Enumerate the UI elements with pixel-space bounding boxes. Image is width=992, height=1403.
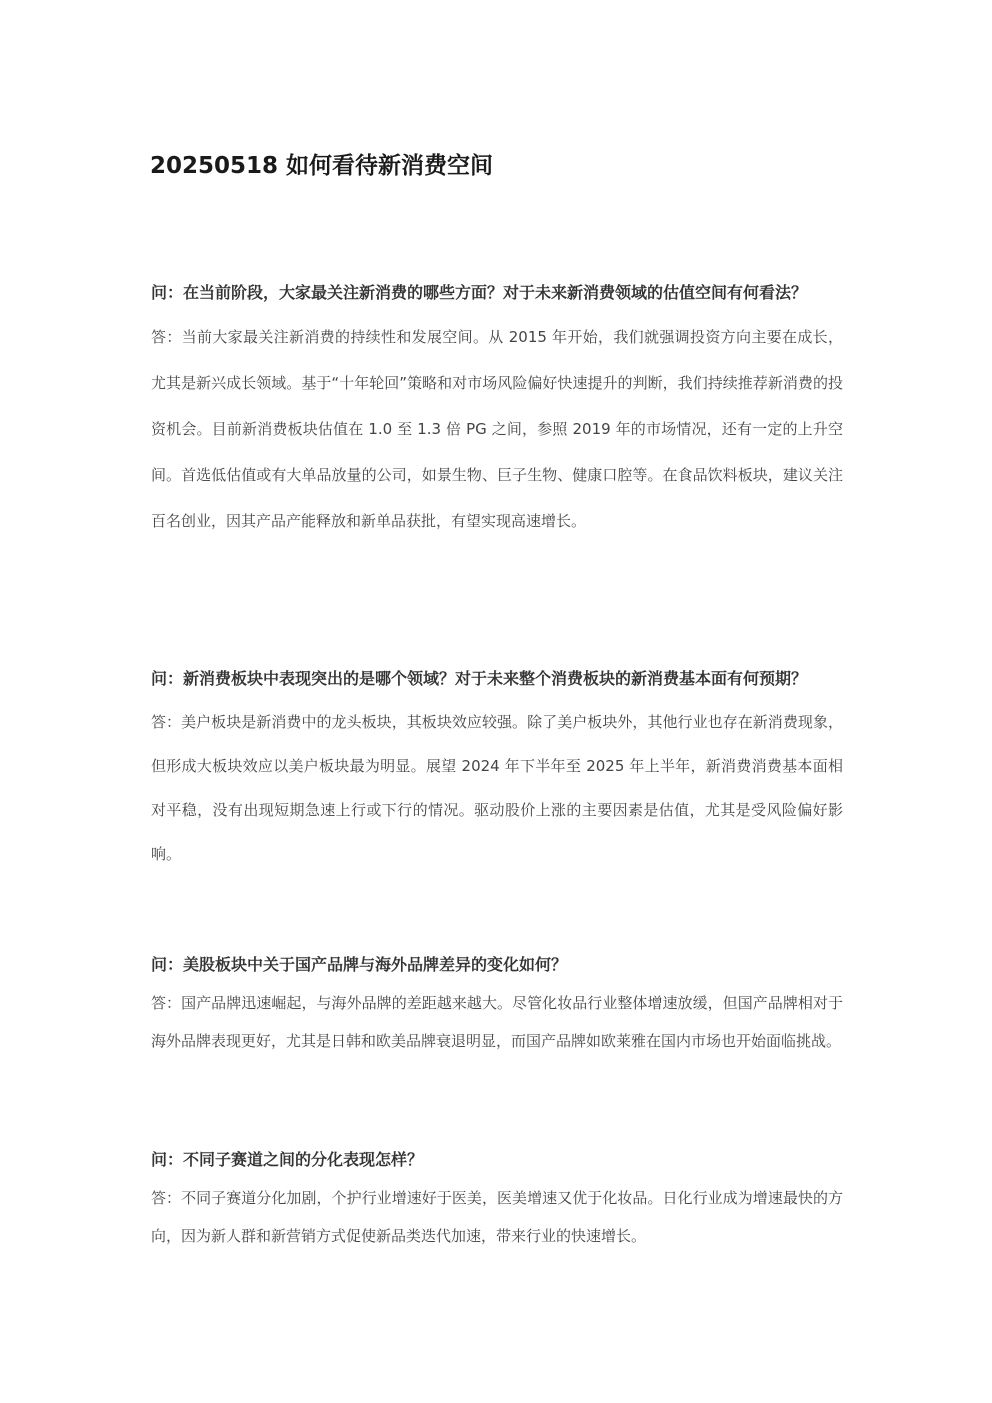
qa-section-2 [151, 660, 843, 876]
answer-4: 答：不同子赛道分化加剧，个护行业增速好于医美，医美增速又优于化妆品。日化行业成为增速最快的方向，因为新人群和新营销方式促使新品类迭代加速，带来行业的快速增长。 [151, 1189, 843, 1245]
question-4: 问：不同子赛道之间的分化表现怎样？ [151, 1150, 424, 1169]
qa-section-4 [151, 1143, 843, 1255]
qa-section-3 [151, 948, 843, 1060]
question-1: 问：在当前阶段，大家最关注新消费的哪些方面？对于未来新消费领域的估值空间有何看法？ [151, 283, 808, 302]
answer-3: 答：国产品牌迅速崛起，与海外品牌的差距越来越大。尽管化妆品行业整体增速放缓，但国产品牌相对于海外品牌表现更好，尤其是日韩和欧美品牌衰退明显，而国产品牌如欧莱雅在国内市场也开始面临挑战。 [151, 994, 843, 1050]
question-2: 问：新消费板块中表现突出的是哪个领域？对于未来整个消费板块的新消费基本面有何预期？ [151, 669, 808, 688]
page-title: 20250518 如何看待新消费空间 [150, 153, 494, 179]
answer-1: 答：当前大家最关注新消费的持续性和发展空间。从 2015 年开始，我们就强调投资方向主要在成长，尤其是新兴成长领域。基于“十年轮回”策略和对市场风险偏好快速提升的判断，我们持续推荐新消费的投资机会。目前新消费板块估值在 1.0 至 1.3 倍 PG 之间，参照 2019 年的市场情况，还有一定的上升空间。首选低估值或有大单品放量的公司，如景生物、巨子生物、健康口腔等。在食品饮料板块，建议关注百名创业，因其产品产能释放和新单品获批，有望实现高速增长。 [151, 328, 843, 530]
answer-2: 答：美户板块是新消费中的龙头板块，其板块效应较强。除了美户板块外，其他行业也存在新消费现象，但形成大板块效应以美户板块最为明显。展望 2024 年下半年至 2025 年上半年，新消费消费基本面相对平稳，没有出现短期急速上行或下行的情况。驱动股价上涨的主要因素是估值，尤其是受风险偏好影响。 [151, 713, 843, 863]
qa-section-1 [151, 274, 843, 544]
question-3: 问：美股板块中关于国产品牌与海外品牌差异的变化如何？ [151, 955, 568, 974]
